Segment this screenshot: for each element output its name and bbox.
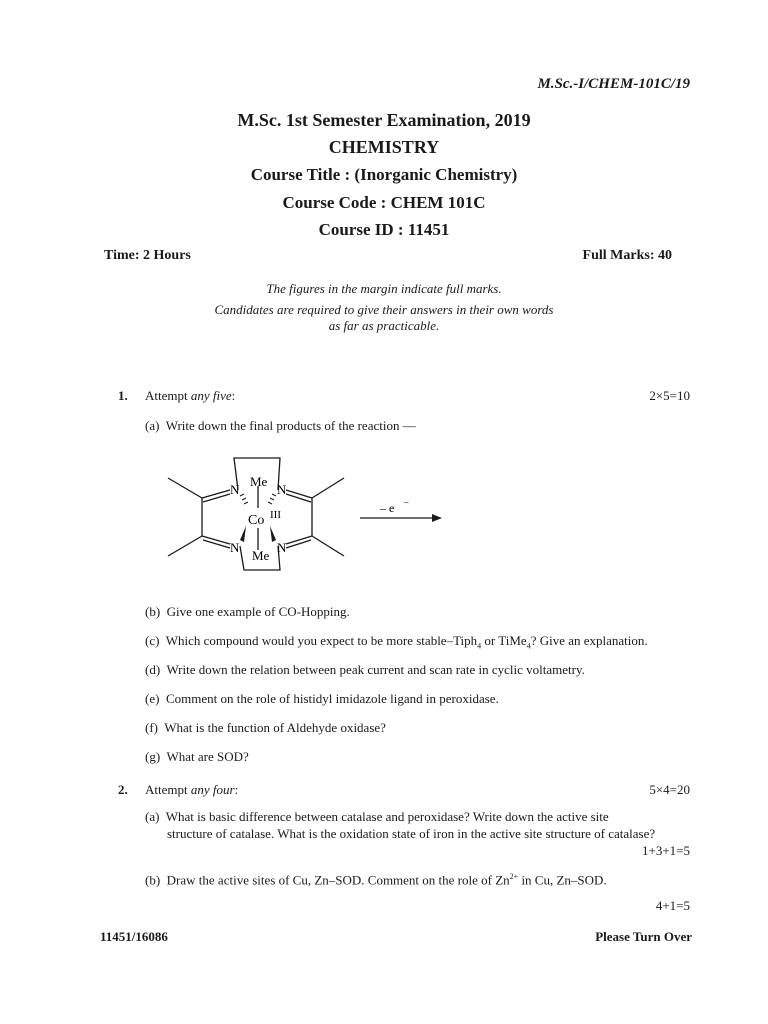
paper-code: M.Sc.-I/CHEM-101C/19 <box>537 76 690 92</box>
q1-part-a: (a) Write down the final products of the reaction — <box>145 418 416 433</box>
question-2-marks: 5×4=20 <box>649 782 690 797</box>
q1-part-c: (c) Which compound would you expect to be more stable–Tiph$_4$ or TiMe$_4$? Give an explanation. <box>145 633 648 651</box>
n-label-top-left: N <box>230 482 240 497</box>
reagent-charge: – <box>404 497 409 507</box>
q1-part-f: (f) What is the function of Aldehyde oxidase? <box>145 720 386 735</box>
q2-part-a-marks: 1+3+1=5 <box>642 843 690 858</box>
instruction-line-3: as far as practicable. <box>328 318 440 333</box>
instruction-line-1: The figures in the margin indicate full marks. <box>266 281 502 296</box>
oxidation-label: III <box>270 509 281 521</box>
n-label-bottom-right: N <box>277 540 287 555</box>
me-top-label: Me <box>250 474 268 489</box>
course-code: Course Code : CHEM 101C <box>282 193 486 212</box>
q1-part-d: (d) Write down the relation between peak current and scan rate in cyclic voltametry. <box>145 662 585 677</box>
time-allowed: Time: 2 Hours <box>104 248 191 263</box>
q1-part-b: (b) Give one example of CO-Hopping. <box>145 604 350 619</box>
course-title: Course Title : (Inorganic Chemistry) <box>250 165 518 184</box>
question-2-prompt: Attempt any four: <box>145 782 239 797</box>
n-label-bottom-left: N <box>230 540 240 555</box>
footer-code: 11451/16086 <box>100 929 168 944</box>
please-turn-over: Please Turn Over <box>595 929 692 944</box>
question-1-number: 1. <box>118 388 128 403</box>
q1-part-g: (g) What are SOD? <box>145 749 249 764</box>
q2-part-a-line1: (a) What is basic difference between catalase and peroxidase? Write down the active site <box>145 809 609 824</box>
question-2-number: 2. <box>118 782 128 797</box>
me-bottom-label: Me <box>252 548 270 563</box>
instruction-line-2: Candidates are required to give their answers in their own words <box>214 302 554 317</box>
question-1-marks: 2×5=10 <box>649 388 690 403</box>
arrow-head-icon <box>432 514 442 522</box>
n-label-top-right: N <box>277 482 287 497</box>
q2-part-a-line2: structure of catalase. What is the oxidation state of iron in the active site structure of catalase? <box>167 826 656 841</box>
subject-title: CHEMISTRY <box>328 137 440 157</box>
course-id: Course ID : 11451 <box>318 220 450 239</box>
cobalt-complex-figure <box>160 448 460 588</box>
full-marks: Full Marks: 40 <box>582 248 672 263</box>
q2-part-b: (b) Draw the active sites of Cu, Zn–SOD. Comment on the role of $Zn^{2+}$ in Cu, Zn–SOD. <box>145 872 607 888</box>
q2-part-b-marks: 4+1=5 <box>655 898 690 913</box>
reagent-label: – e <box>380 501 395 515</box>
exam-title: M.Sc. 1st Semester Examination, 2019 <box>237 110 531 130</box>
q1-part-e: (e) Comment on the role of histidyl imidazole ligand in peroxidase. <box>145 691 499 706</box>
question-1-prompt: Attempt any five: <box>145 388 236 403</box>
metal-label: Co <box>248 513 265 528</box>
